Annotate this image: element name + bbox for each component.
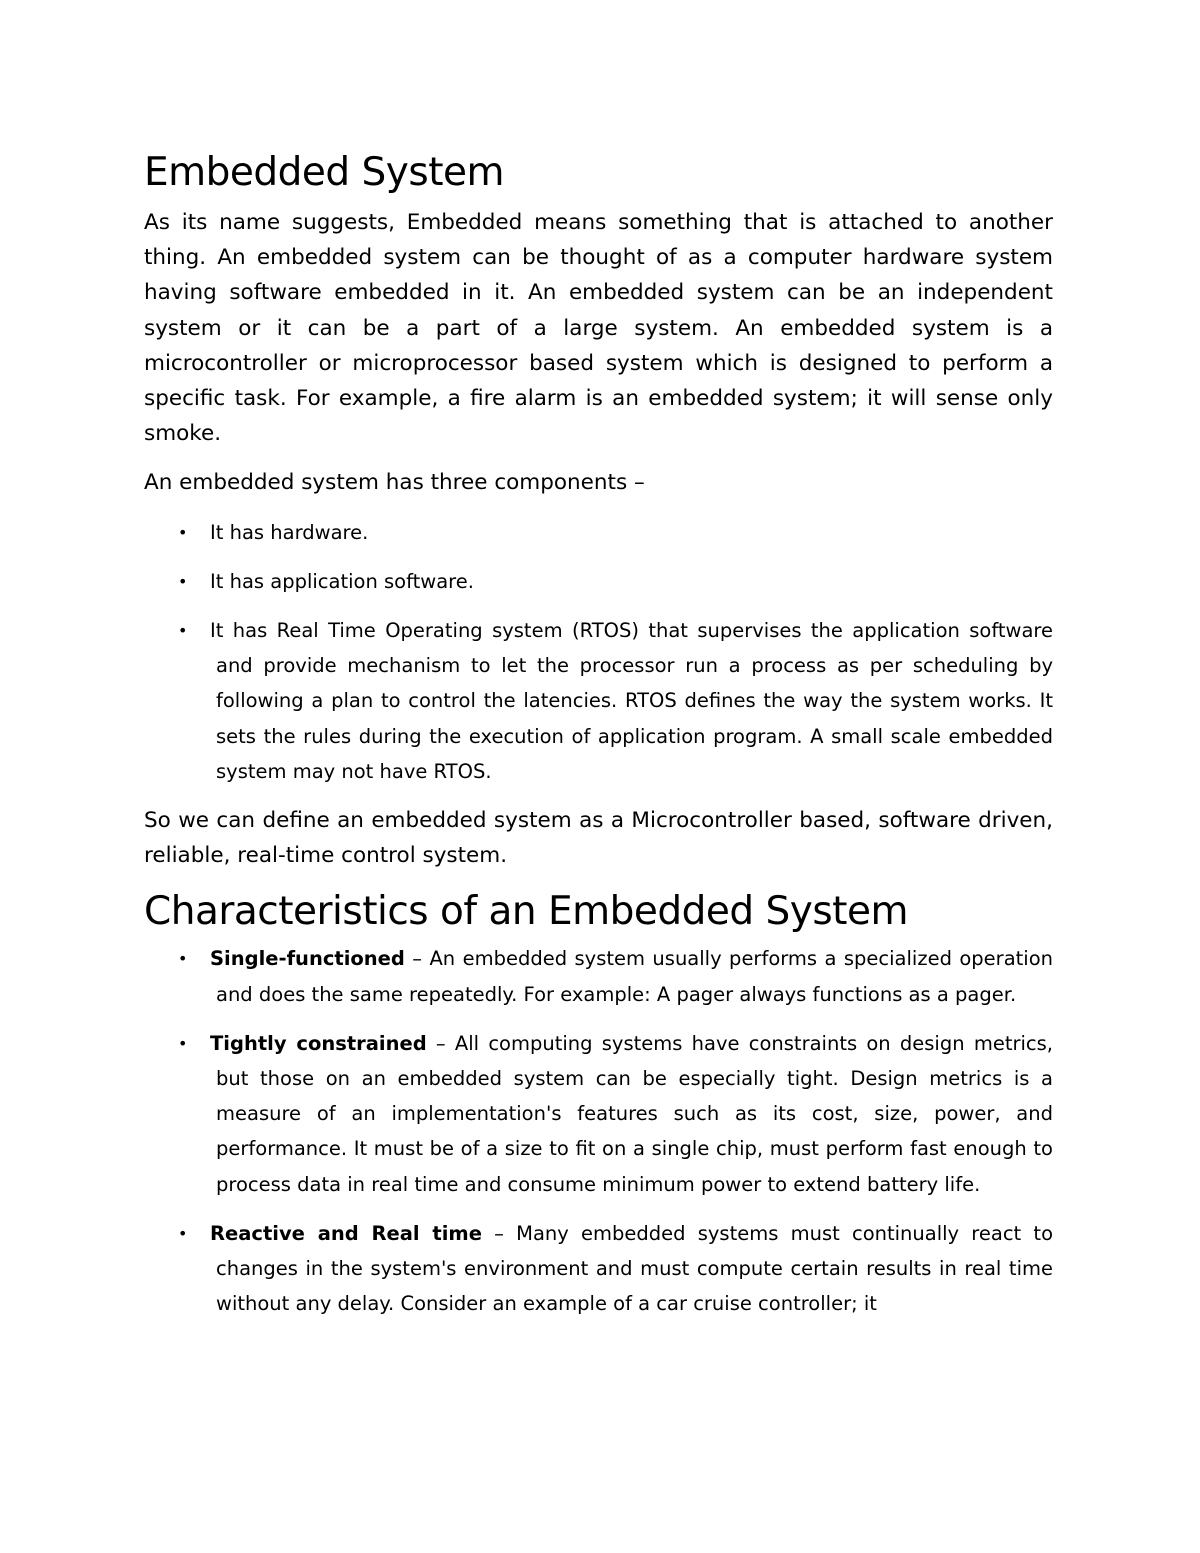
section-heading: Characteristics of an Embedded System: [144, 889, 908, 935]
components-list: [144, 515, 1053, 789]
list-item-text: It has application software.: [210, 569, 474, 593]
characteristics-list: [144, 941, 1053, 1321]
characteristic-term: Reactive and Real time: [210, 1221, 482, 1245]
list-item: [144, 1026, 1053, 1202]
characteristic-description: – All computing systems have constraints on design metrics, but those on an embedded system can be especially tight. Design metrics is a measure of an implementation's features such as its cost, size, power, and performance. It must be of a size to fit on a single chip, must perform fast enough to process data in real time and consume minimum power to extend battery life.: [216, 1031, 1053, 1196]
bullet-icon: •: [178, 1033, 188, 1053]
list-item-text: [210, 941, 1053, 1011]
list-item-text: [210, 1216, 1053, 1322]
list-item: [144, 941, 1053, 1011]
bullet-icon: •: [178, 949, 188, 969]
bullet-icon: •: [178, 522, 188, 542]
bullet-icon: •: [178, 1223, 188, 1243]
bullet-icon: •: [178, 621, 188, 641]
page-title: Embedded System: [144, 150, 504, 195]
definition-paragraph: So we can define an embedded system as a Microcontroller based, software driven, reliable, real-time control system.: [144, 808, 1053, 869]
list-item: [144, 515, 1053, 550]
list-item: [144, 564, 1053, 599]
characteristic-description: – Many embedded systems must continually react to changes in the system's environment and must compute certain results in real time without any delay. Consider an example of a car cruise controller; it: [216, 1221, 1053, 1316]
bullet-icon: •: [178, 571, 188, 591]
components-intro: An embedded system has three components –: [144, 470, 645, 496]
characteristic-description: – An embedded system usually performs a specialized operation and does the same repeatedly. For example: A pager always functions as a pager.: [216, 947, 1053, 1006]
list-item: [144, 613, 1053, 789]
characteristic-term: Single-functioned: [210, 947, 405, 971]
list-item: [144, 1216, 1053, 1322]
document-page: [144, 148, 1053, 1335]
intro-paragraph: As its name suggests, Embedded means something that is attached to another thing. An embedded system can be thought of as a computer hardware system having software embedded in it. An embedded system can be an independent system or it can be a part of a large system. An embedded system is a microcontroller or microprocessor based system which is designed to perform a specific task. For example, a fire alarm is an embedded system; it will sense only smoke.: [144, 210, 1053, 447]
characteristic-term: Tightly constrained: [210, 1031, 427, 1055]
list-item-text: It has hardware.: [210, 520, 369, 544]
list-item-text: [210, 1026, 1053, 1202]
list-item-text: It has Real Time Operating system (RTOS) that supervises the application software and provide mechanism to let the processor run a process as per scheduling by following a plan to control the latencies. RTOS defines the way the system works. It sets the rules during the execution of application program. A small scale embedded system may not have RTOS.: [210, 619, 1053, 783]
